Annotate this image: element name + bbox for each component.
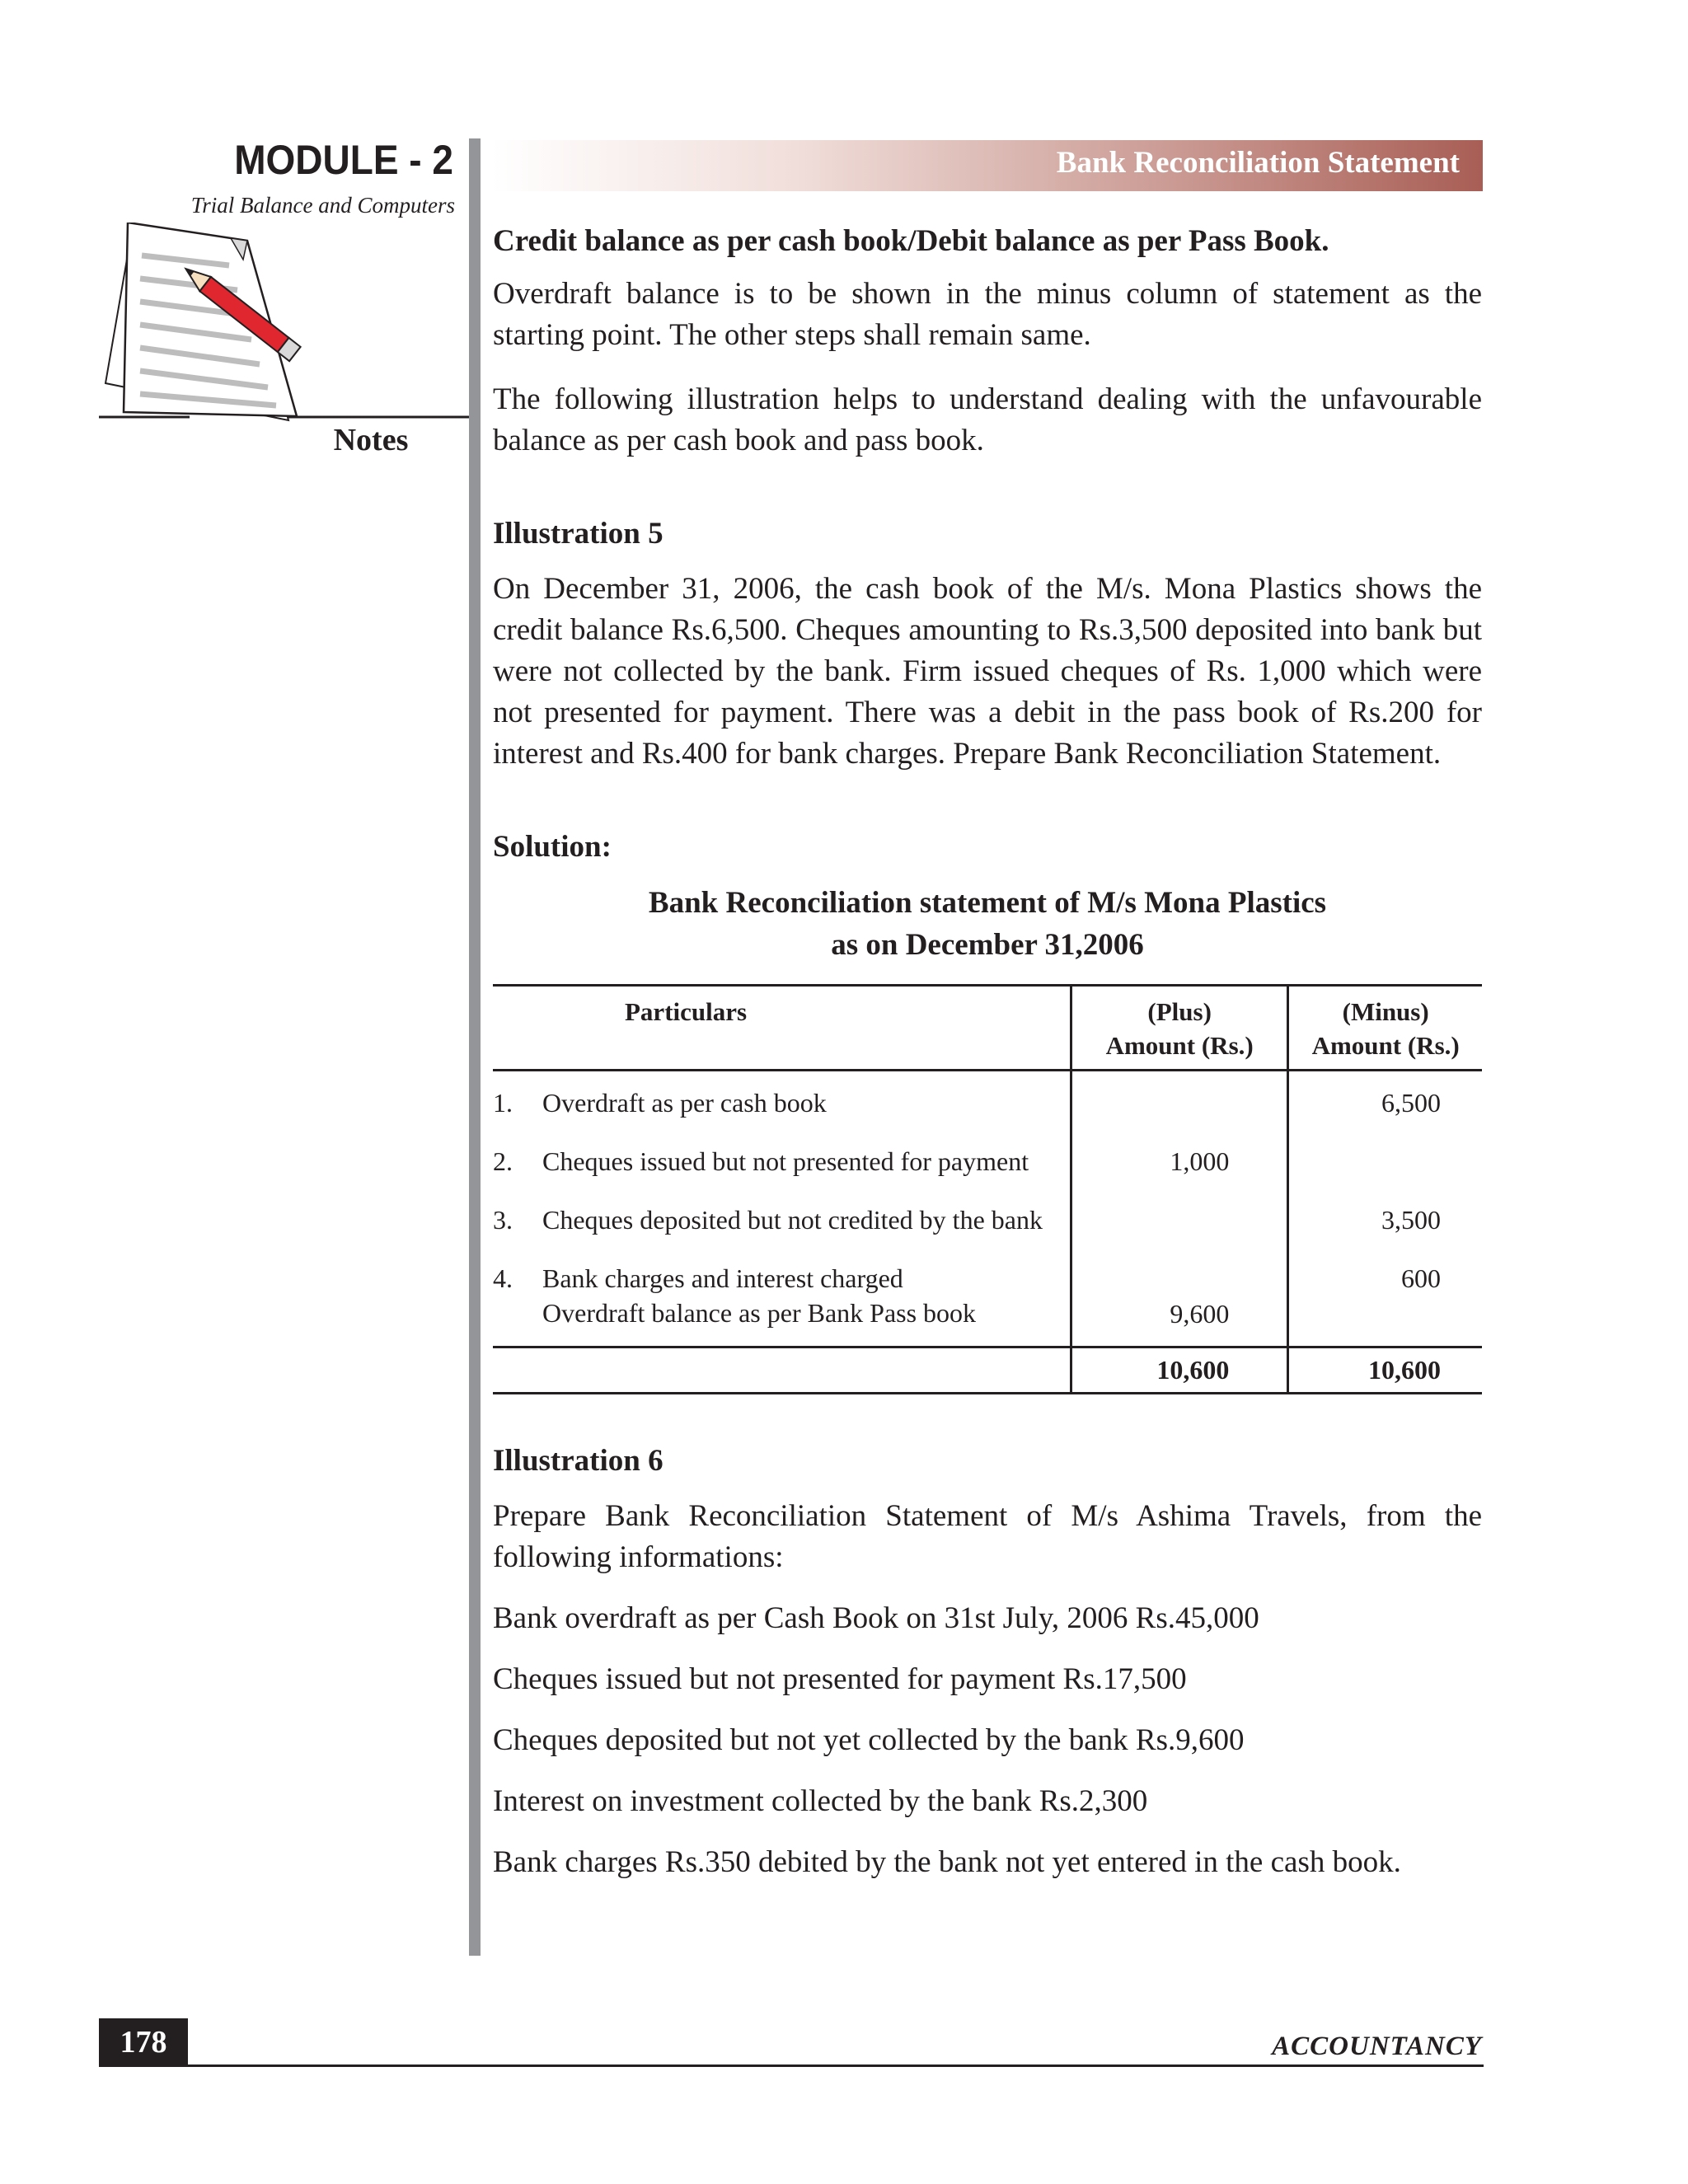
illustration-6-item: Cheques deposited but not yet collected by the bank Rs.9,600: [493, 1723, 1245, 1757]
header-plus-label: (Plus): [1147, 997, 1212, 1026]
total-minus: 10,600: [1288, 1347, 1482, 1394]
balance-plus-amount: 9,600: [1071, 1296, 1288, 1347]
row-number: 4.: [493, 1263, 513, 1293]
row-minus-amount: 6,500: [1288, 1071, 1482, 1122]
margin-divider: [469, 138, 481, 1956]
row-number: 3.: [493, 1205, 513, 1235]
notes-label: Notes: [333, 423, 409, 457]
table-total-row: [493, 1347, 1482, 1394]
module-title: MODULE - 2: [234, 137, 453, 183]
chapter-title: Bank Reconciliation Statement: [1056, 146, 1460, 180]
row-plus-amount: [1071, 1179, 1288, 1238]
header-plus: [1071, 986, 1288, 1071]
table-row: [493, 1071, 1482, 1122]
book-title: ACCOUNTANCY: [1272, 2032, 1482, 2061]
table-row-balance: [493, 1296, 1482, 1347]
solution-heading: Solution:: [493, 830, 612, 864]
row-minus-amount: 600: [1288, 1238, 1482, 1296]
row-minus-amount: 3,500: [1288, 1179, 1482, 1238]
table-row: [493, 1121, 1482, 1179]
table-subtitle: as on December 31,2006: [831, 928, 1144, 962]
illustration-5-heading: Illustration 5: [493, 517, 663, 551]
section-heading: Credit balance as per cash book/Debit balance as per Pass Book.: [493, 224, 1329, 258]
row-plus-amount: 1,000: [1071, 1121, 1288, 1179]
illustration-6-heading: Illustration 6: [493, 1444, 663, 1478]
intro-paragraph-2: The following illustration helps to understand dealing with the unfavourable balance as per cash book and pass book.: [493, 382, 1482, 457]
row-minus-amount: [1288, 1121, 1482, 1179]
table-row: [493, 1238, 1482, 1296]
footer-rule: [99, 2064, 1484, 2067]
row-number: 2.: [493, 1146, 513, 1176]
table-row: [493, 1179, 1482, 1238]
total-plus: 10,600: [1071, 1347, 1288, 1394]
module-subtitle: Trial Balance and Computers: [190, 193, 455, 218]
header-minus-label: (Minus): [1342, 997, 1429, 1026]
row-particular: Cheques issued but not presented for payment: [542, 1146, 1029, 1176]
row-particular: Overdraft as per cash book: [542, 1088, 827, 1118]
illustration-6-item: Bank charges Rs.350 debited by the bank not yet entered in the cash book.: [493, 1845, 1401, 1879]
header-minus: [1288, 986, 1482, 1071]
table-header-row: [493, 986, 1482, 1071]
intro-paragraph-1: Overdraft balance is to be shown in the minus column of statement as the starting point. The other steps shall remain same.: [493, 277, 1482, 352]
chapter-header-band: [492, 140, 1483, 191]
row-particular: Bank charges and interest charged: [542, 1263, 903, 1293]
table-title: Bank Reconciliation statement of M/s Mona Plastics: [648, 886, 1327, 920]
header-particulars: Particulars: [625, 997, 748, 1026]
page-number: 178: [99, 2018, 188, 2067]
header-minus-amount: Amount (Rs.): [1311, 1031, 1460, 1060]
balance-particular: Overdraft balance as per Bank Pass book: [542, 1298, 977, 1328]
page-content: [493, 221, 1482, 1883]
illustration-6-item: Cheques issued but not presented for payment Rs.17,500: [493, 1662, 1187, 1696]
row-plus-amount: [1071, 1238, 1288, 1296]
row-plus-amount: [1071, 1071, 1288, 1122]
illustration-5-text: On December 31, 2006, the cash book of the M/s. Mona Plastics shows the credit balance Rs.6,500. Cheques amounting to Rs.3,500 deposited into bank but were not collected by the bank. Firm issued cheques of Rs. 1,000 which were not presented for payment. There was a debit in the pass book of Rs.200 for interest and Rs.400 for bank charges. Prepare Bank Reconciliation Statement.: [493, 572, 1482, 771]
illustration-6-item: Bank overdraft as per Cash Book on 31st July, 2006 Rs.45,000: [493, 1601, 1259, 1635]
reconciliation-table: [493, 984, 1482, 1394]
row-particular: Cheques deposited but not credited by the bank: [542, 1205, 1043, 1235]
illustration-6-intro: Prepare Bank Reconciliation Statement of M/s Ashima Travels, from the following informations:: [493, 1499, 1482, 1574]
header-plus-amount: Amount (Rs.): [1105, 1031, 1254, 1060]
illustration-6-item: Interest on investment collected by the bank Rs.2,300: [493, 1784, 1148, 1818]
row-number: 1.: [493, 1088, 513, 1118]
